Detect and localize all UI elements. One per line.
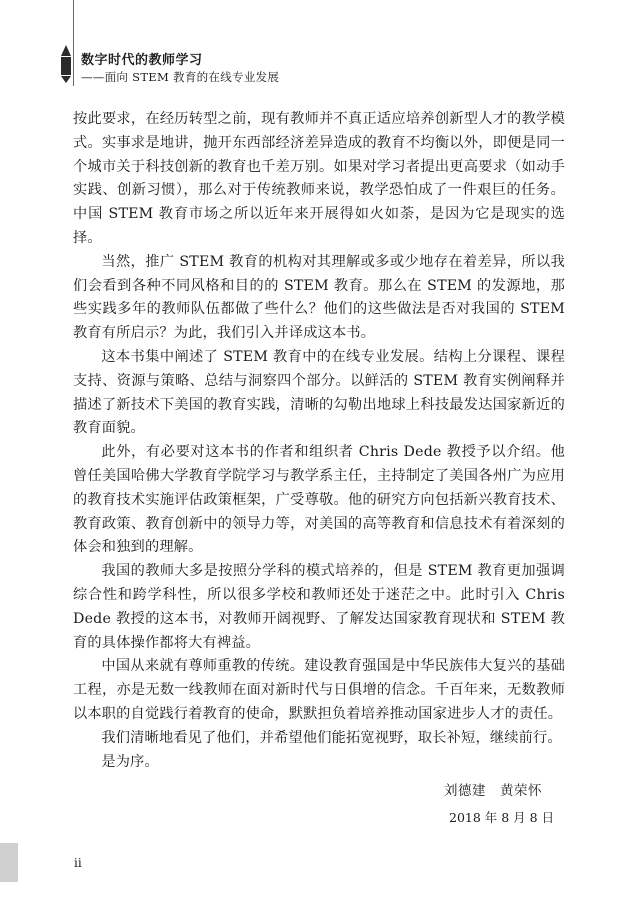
running-header-title: 数字时代的教师学习 bbox=[81, 53, 203, 68]
paragraph: 是为序。 bbox=[101, 753, 159, 770]
header-rule bbox=[73, 0, 74, 86]
paragraph: 中国从来就有尊师重教的传统。建设教育强国是中华民族伟大复兴的基础工程，亦是无数一线教师在面对新时代与日俱增的信念。千百年来，无数教师以本职的自觉践行着教育的使命，默默担负着培养推动国家进步人才的责任。 bbox=[73, 658, 565, 722]
paragraph: 这本书集中阐述了 STEM 教育中的在线专业发展。结构上分课程、课程支持、资源与策略、总结与洞察四个部分。以鲜活的 STEM 教育实例阐释并描述了新技术下美国的教育实践，清晰的勾勒出地球上科技最发达国家新近的教育面貌。 bbox=[73, 348, 565, 437]
author-signature: 刘德建 黄荣怀 bbox=[444, 783, 542, 799]
page-edge-tab bbox=[0, 843, 18, 882]
paragraph: 当然，推广 STEM 教育的机构对其理解或多或少地存在着差异，所以我们会看到各种不同风格和目的的 STEM 教育。那么在 STEM 的发源地，那些实践多年的教师队伍都做了些什么？他们的这些做法是否对我国的 STEM 教育有所启示？为此，我们引入并译成这本书。 bbox=[73, 253, 565, 342]
preface-body bbox=[73, 108, 565, 774]
paragraph: 我们清晰地看见了他们，并希望他们能拓宽视野，取长补短，继续前行。 bbox=[101, 729, 562, 746]
page-number: ii bbox=[74, 856, 82, 870]
running-header-subtitle: ——面向 STEM 教育的在线专业发展 bbox=[81, 70, 280, 84]
paragraph: 按此要求，在经历转型之前，现有教师并不真正适应培养创新型人才的教学模式。实事求是地讲，抛开东西部经济差异造成的教育不均衡以外，即便是同一个城市关于科技创新的教育也千差万别。如果对学习者提出更高要求（如动手实践、创新习惯），那么对于传统教师来说，教学恐怕成了一件艰巨的任务。中国 STEM 教育市场之所以近年来开展得如火如荼，是因为它是现实的选择。 bbox=[73, 111, 565, 246]
signature-date: 2018 年 8 月 8 日 bbox=[449, 810, 555, 825]
paragraph: 我国的教师大多是按照分学科的模式培养的，但是 STEM 教育更加强调综合性和跨学科性，所以很多学校和教师还处于迷茫之中。此时引入 Chris Dede 教授的这本书，对教师开阔视野、了解发达国家教育现状和 STEM 教育的具体操作都将大有裨益。 bbox=[73, 563, 565, 651]
paragraph: 此外，有必要对这本书的作者和组织者 Chris Dede 教授予以介绍。他曾任美国哈佛大学教育学院学习与教学系主任，主持制定了美国各州广为应用的教育技术实施评估政策框架，广受尊敬。他的研究方向包括新兴教育技术、教育政策、教育创新中的领导力等，对美国的高等教育和信息技术有着深刻的体会和独到的理解。 bbox=[73, 444, 565, 556]
pen-nib-icon bbox=[61, 45, 71, 83]
